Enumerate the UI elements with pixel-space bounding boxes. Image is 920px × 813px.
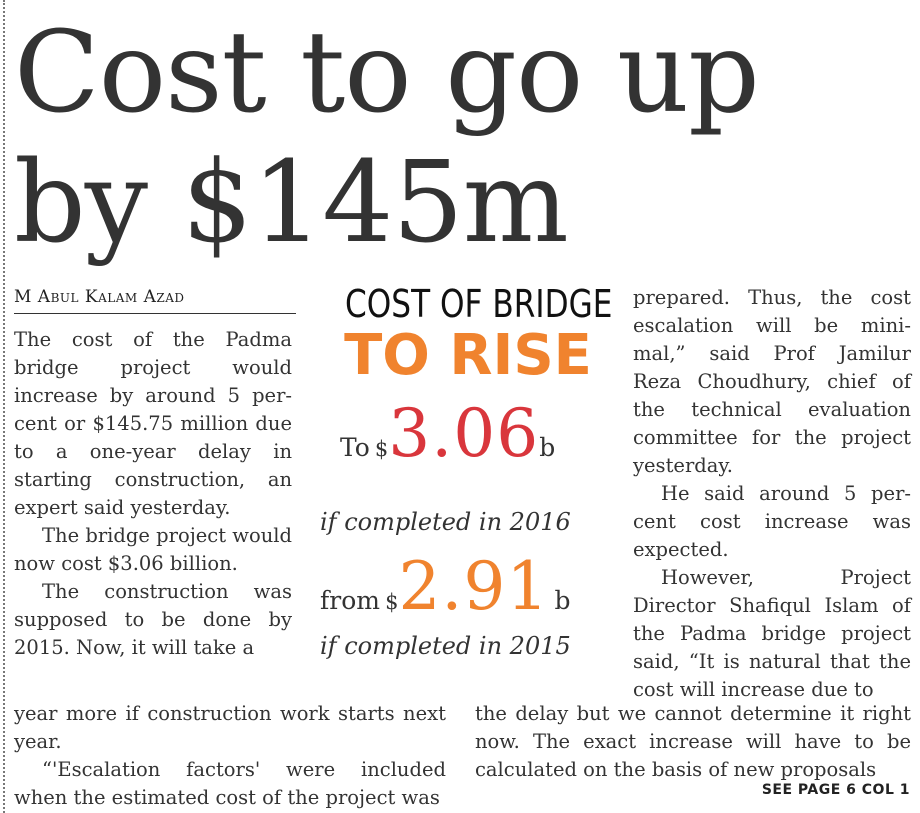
article-bottom-left bbox=[14, 700, 446, 812]
new-cost-unit: b bbox=[539, 433, 556, 462]
article-right-column bbox=[633, 284, 911, 704]
old-cost-unit: b bbox=[554, 586, 571, 615]
article-left-column bbox=[14, 326, 292, 662]
new-cost-condition: if completed in 2016 bbox=[320, 508, 571, 536]
paragraph: He said around 5 per-cent cost increase was expected. bbox=[633, 482, 911, 561]
paragraph: year more if construction work starts next year. bbox=[14, 702, 446, 753]
paragraph: The bridge project would now cost $3.06 billion. bbox=[14, 524, 292, 575]
headline-line-1: Cost to go up bbox=[14, 8, 759, 138]
new-cost-value: 3.06 bbox=[388, 395, 540, 472]
new-cost-figure bbox=[340, 395, 665, 472]
old-cost-condition: if completed in 2015 bbox=[320, 632, 571, 660]
old-cost-figure bbox=[320, 548, 645, 625]
paragraph: “'Escalation factors' were included when the estimated cost of the project was bbox=[14, 758, 446, 809]
paragraph: However, Project Director Shafiqul Islam of the Padma bridge project said, “It is natural that the cost will increase due to bbox=[633, 566, 911, 701]
old-cost-currency: $ bbox=[385, 590, 399, 614]
old-cost-value: 2.91 bbox=[398, 548, 550, 625]
infographic-title-line-2: TO RISE bbox=[344, 323, 592, 388]
paragraph: The construction was supposed to be done by 2015. Now, it will take a bbox=[14, 580, 292, 659]
article-bottom-right bbox=[475, 700, 911, 784]
clipping-cut-line bbox=[3, 0, 5, 813]
new-cost-prefix: To bbox=[340, 433, 370, 462]
paragraph: the delay but we cannot determine it right now. The exact increase will have to be calculated on the basis of new proposals bbox=[475, 702, 911, 781]
infographic-title-line-1: COST OF BRIDGE bbox=[345, 282, 613, 326]
paragraph: The cost of the Padma bridge project would increase by around 5 per-cent or $145.75 million due to a one-year delay in starting construction, an expert said yesterday. bbox=[14, 328, 292, 519]
new-cost-currency: $ bbox=[374, 437, 389, 461]
cost-infographic bbox=[300, 280, 625, 690]
byline: M Abul Kalam Azad bbox=[14, 287, 296, 314]
continuation-note: SEE PAGE 6 COL 1 bbox=[761, 782, 910, 798]
headline-line-2: by $145m bbox=[14, 138, 568, 268]
old-cost-prefix: from bbox=[320, 586, 380, 615]
paragraph: prepared. Thus, the cost escalation will be mini-mal,” said Prof Jamilur Reza Choudhury, chief of the technical evaluation committee for the project yesterday. bbox=[633, 286, 911, 477]
